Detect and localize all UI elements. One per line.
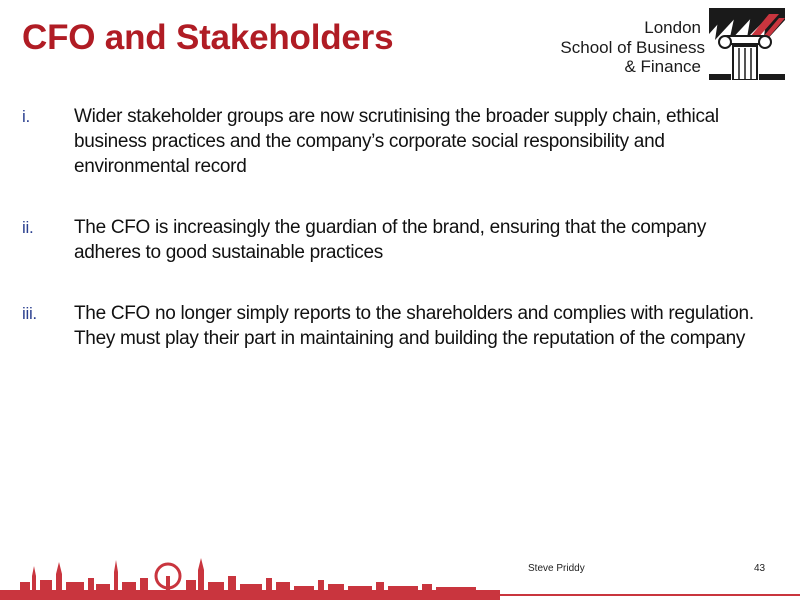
list-item-text: Wider stakeholder groups are now scrutinising the broader supply chain, ethical business practices and the company’s corporate social responsibility and environmental record	[74, 106, 719, 177]
list-item-text: The CFO no longer simply reports to the shareholders and complies with regulation. They must play their part in maintaining and building the reputation of the company	[74, 303, 754, 349]
logo-line-school: School of Business	[560, 37, 705, 57]
slide-title: CFO and Stakeholders	[22, 18, 394, 57]
list-item-text: The CFO is increasingly the guardian of the brand, ensuring that the company adheres to good sustainable practices	[74, 217, 707, 263]
school-logo	[560, 8, 785, 80]
list-item	[22, 301, 762, 351]
list-item-number: iii.	[22, 304, 37, 323]
logo-line-finance: & Finance	[624, 57, 701, 76]
london-skyline-icon	[0, 552, 500, 600]
list-item	[22, 215, 762, 265]
footer-divider	[0, 594, 800, 596]
logo-wordmark	[560, 18, 705, 77]
column-capital-icon	[709, 8, 785, 80]
key-points-list	[22, 104, 762, 387]
logo-line-london: London	[644, 18, 701, 37]
list-item	[22, 104, 762, 179]
footer-page-number: 43	[754, 563, 766, 574]
list-item-number: i.	[22, 107, 30, 126]
list-item-number: ii.	[22, 218, 34, 237]
footer-author: Steve Priddy	[528, 563, 585, 574]
